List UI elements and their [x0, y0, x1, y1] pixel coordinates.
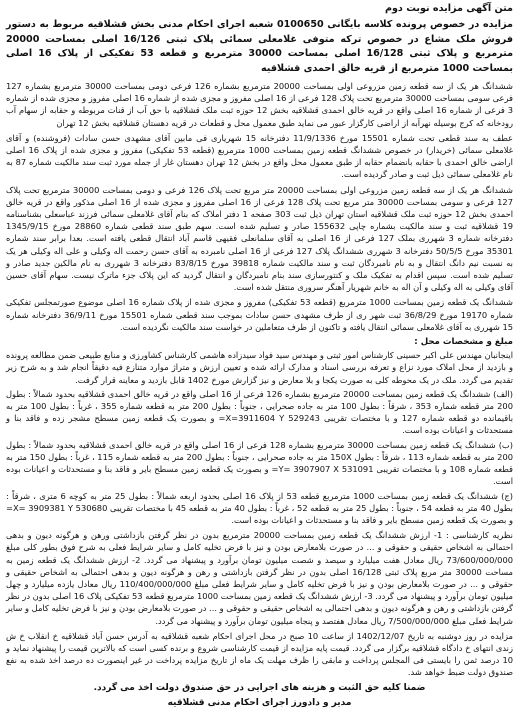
valuation-paragraph: نظریه کارشناسی : 1- ارزش ششدانگ یک قطعه زمین بمساحت 20000 مترمربع بدون در نظر گرفتن بازداشتی ورهن و هرگونه دیون و بدهی احتمالی به اشخاص حقیقی و حقوقی و ... در صورت بلامعارض بودن و نیز با فرض تخلیه کامل و سایر شرایط فعلی به شرح فوق بطور کلی مبلغ 73/600/000/000 ریال معادل هفت میلیارد و سیصد و شصت میلیون تومان برآورد و پیشنهاد می گردد. 2- ارزش ششدانگ یک قطعه زمین به مساحت 30000 متر مربع پلاک ثبتی 16/128 اصلی بدون در نظر گرفتن بازداشتی و رهن و هرگونه دیون و بدهی احتمالی به اشخاص حقیقی و حقوقی و ... در صورت بلامعارض بودن و نیز با فرض تخلیه کامل و سایر شرایط فعلی مبلغ 110/400/000/000 ریال معادل یازده میلیارد و چهل میلیون تومان برآورد و پیشنهاد می گردد. 3- ارزش ششدانگ یک قطعه زمین بمساحت 1000 مترمربع قطعه 53 تفکیکی پلاک 16 اصلی بدون در نظر گرفتن بازداشتی و رهن و هرگونه دیون و بدهی احتمالی به اشخاص حقیقی و حقوقی و ... در صورت بلامعارض بودن و نیز با فرض تخلیه کامل و سایر شرایط فعلی مبلغ 7/500/000/000 ریال معادل هفتصد و پنجاه میلیون تومان برآورد و پیشنهاد می گردد. [6, 530, 514, 626]
notice-subject: مزایده در خصوص پرونده کلاسه بایگانی 0100650 شعبه اجرای احکام مدنی بخش قشلاقیه مربوط به دستور فروش ملک مشاع در خصوص ترکه متوفی غلامعلی سمائی پلاک ثبتی 16/126 اصلی بمساحت 20000 مترمربع و پلاک ثبتی 16/128 اصلی بمساحت 30000 مترمربع و قطعه 53 تفکیکی از پلاک 16 اصلی بمساحت 1000 مترمربع از قریه خالق احمدی قشلاقیه [6, 19, 514, 74]
signature-line: مدیر و دادورز اجرای احکام مدنی قشلاقیه [167, 697, 352, 708]
notice-title: متن آگهی مزایده نوبت دوم [384, 3, 513, 14]
paragraph-3: ششدانگ هر یک از سه قطعه زمین مزروعی اولی بمساحت 20000 متر مربع تحت پلاک 126 فرعی و دومی بمساحت 30000 مترمربع تحت پلاک 127 فرعی و سومی بمساحت 30000 متر مربع تحت پلاک 128 فرعی از 16 اصلی مفروز و مجزی شده از 16 اصلی مذکور واقع در قریه خالق احمدی بخش 12 حوزه ثبت ملک قشلاقیه استان تهران ذیل ثبت 303 صفحه 1 دفتر املاک که بنام آقای غلامعلی سمائی فرزند عباسعلی بشناسنامه 19 قشلاقیه ثبت و سند مالکیت بشماره چاپی 155632 صادر و تسلیم شده است. سهم طبق سند قطعی شماره 28860 مورخ 1345/9/15 دفترخانه شماره 3 شهرری بملک 127 فرعی از 16 اصلی به آقای سلمانعلی فقیهی قاسم آباد انتقال قطعی یافته است. بعدا برابر سند شماره 35301 مورخ 50/5/5 دفترخانه 3 شهرری ششدانگ پلاک 127 فرعی از 16 اصلی نامبرده به آقای حسن رحمت اله وکیلی و علی اله وکیلی هر یک به نسبت نیم دانگ انتقال و به نام نامبردگان ثبت و سند مالکیت شماره 39818 مورخ 83/8/15 دفترخانه 3 شهرری به نام مالکین جدید صادر و تسلیم شده است. سپس اقدام به تفکیک ملک و کنتورسازی سند بنام نامبردگان و انتقال گردید که این پلاک جزء ماترک نیست. سهام آقای حسین آقای وکیلی به اله وکیلی و آن اله به خانم شهریار آهنگر سروری منتقل شده است. [6, 184, 514, 293]
footer-note: ضمنا کلیه حق الثبت و هزینه های اجرایی در حق صندوق دولت اخذ می گردد. [93, 682, 426, 693]
paragraph-4: ششدانگ یک قطعه زمین بمساحت 1000 مترمربع (قطعه 53 تفکیکی) مفروز و مجزی شده از پلاک شماره 16 اصلی موضوع صورتمجلس تفکیکی شماره 19170 مورخ 36/8/29 ثبت شهر ری از طرف مشهدی حسن سادات بموجب سند قطعی شماره 15501 مورخ 36/9/11 دفترخانه شماره 15 شهرری به آقای غلامعلی سمائی انتقال یافته و تاکنون از طرف متعاملین در خواست سند مالکیت نگردیده است. [6, 297, 513, 332]
item-a: (الف) ششدانگ یک قطعه زمین بمساحت 20000 مترمربع بشماره 126 فرعی از 16 اصلی واقع در قریه خالق احمدی قشلاقیه بحدود شمالاً : بطول 200 متر قطعه شماره 353 ، شرقاً : بطول 100 متر به جاده صحرایی ، جنوباً : بطول 200 متر به قطعه شماره 355 ، غرباً : بطول 100 متر به باقیمانده دو قطعه شماره 127 و با مختصات تقریبی 529243 X=3911604 Y= و بصورت یک قطعه زمین مسطح مشجر زده و فاقد بنا و مستحدثات و اعیانات بوده است. [6, 388, 514, 436]
item-b: (ب) ششدانگ یک قطعه زمین بمساحت 30000 مترمربع بشماره 128 فرعی از 16 اصلی واقع در قریه خالق احمدی قشلاقیه بحدود شمالاً : بطول 200 متر به قطعه شماره 113 ، شرقاً : بطول 150X متر به جاده صحرایی ، جنوباً : بطول 200 متر به قطعه شماره 115 ، غرباً : بطول 150 متر به قطعه شماره 108 و با مختصات تقریبی 531091 Y= 3907907 X= و بصورت یک قطعه زمین مسطح بایر و فاقد بنا و مستحدثات و اعیانات بوده است. [6, 439, 514, 487]
paragraph-2: عطف به سند قطعی تحت شماره 15501 مورخ 11/9/1336 دفترخانه 15 شهریاری فی مابین آقای مشهدی حسن سادات (فروشنده) و آقای غلامعلی سمائی (خریدار) در خصوص ششدانگ قطعه زمین بمساحت 1000 مترمربع (قطعه 53 تفکیکی) مفروز و مجزی شده از پلاک 16 اصلی اراضی خالق احمدی با حقابه بانضمام حقابه از طبق معمول محل واقع در بخش 12 تهران دهستان غار از جمله مورد ثبت سند مالکیت شماره 87 به نام غلامعلی سمائی ذیل ثبت و صادر گردیده است. [6, 132, 514, 180]
item-c: (ج) ششدانگ یک قطعه زمین بمساحت 1000 مترمربع قطعه 53 از پلاک 16 اصلی بحدود اربعه شمالاً : بطول 25 متر به کوچه 6 متری ، شرقاً : بطول 40 متر به قطعه 54 ، جنوباً : بطول 25 متر به قطعه 52 ، غرباً : بطول 40 متر به قطعه 45 با مختصات تقریبی 530680 X= 3909381 Y= و بصورت یک قطعه زمین مسطح بایر و فاقد بنا و مستحدثات و اعیانات بوده است. [6, 490, 513, 525]
expert-paragraph: اینجانبان مهندس علی اکبر حسینی کارشناس امور ثبتی و مهندس سید فواد سیدزاده هاشمی کارشناس کشاورزی و منابع طبیعی ضمن مطالعه پرونده و بازدید از محل املاک مورد نزاع و تعرفه بررسی اسناد و مدارک ارائه شده و تعیین ارزش و متراژ موارد متنازع فیه دقیقاً انجام شد و به شرح زیر تقدیم می گردد. ملک در یک محوطه کلی به صورت یکجا و بلا معارض و نیز گزارش مورخ 1402 قابل بازدید و معاینه قرار گرفت. [6, 350, 513, 385]
footer [6, 682, 513, 710]
paragraph-1: ششدانگ هر یک از سه قطعه زمین مزروعی اولی بمساحت 20000 مترمربع بشماره 126 فرعی دومی بمساحت 30000 مترمربع بشماره 127 فرعی سومی بمساحت 30000 مترمربع تحت پلاک 128 فرعی از 16 اصلی مفروز و مجزی شده از شماره 16 اصلی مفروز و مجزی شده از شماره 3 فرعی از شماره 16 اصلی واقع در قریه خالق احمدی قشلاقیه بخش 12 حوزه ثبت ملک قشلاقیه با حق آب از قنات مربوطه و حقابه از سهام آب رودخانه که کرج بوسیله نهرآبه از اراضی کارگزار عبور می نماید طبق معمول محل و قطعات در قریه دهستان قشلاقیه بخش 12 تهران [6, 81, 514, 128]
section-heading: مبلغ و مشخصات محل : [414, 337, 513, 348]
auction-paragraph: مزایده در روز دوشنبه به تاریخ 1402/12/07 از ساعت 10 صبح در محل اجرای احکام شعبه قشلاقیه به آدرس حسن آباد قشلاقیه خ انقلاب خ ش زندی انتهای خ دادگاه قشلاقیه برگزار می گردد. قیمت پایه مزایده از قیمت کارشناسی شروع و برنده کسی است که بالاترین قیمت را پیشنهاد نماید و 10 درصد ثمن را بایستی فی المجلس پرداخت و مابقی را ظرف مهلت یک ماه از تاریخ مزایده پرداخت در غیر اینصورت ده درصد اخذ شده به نفع صندوق دولت ضبط خواهد شد. [6, 630, 514, 678]
